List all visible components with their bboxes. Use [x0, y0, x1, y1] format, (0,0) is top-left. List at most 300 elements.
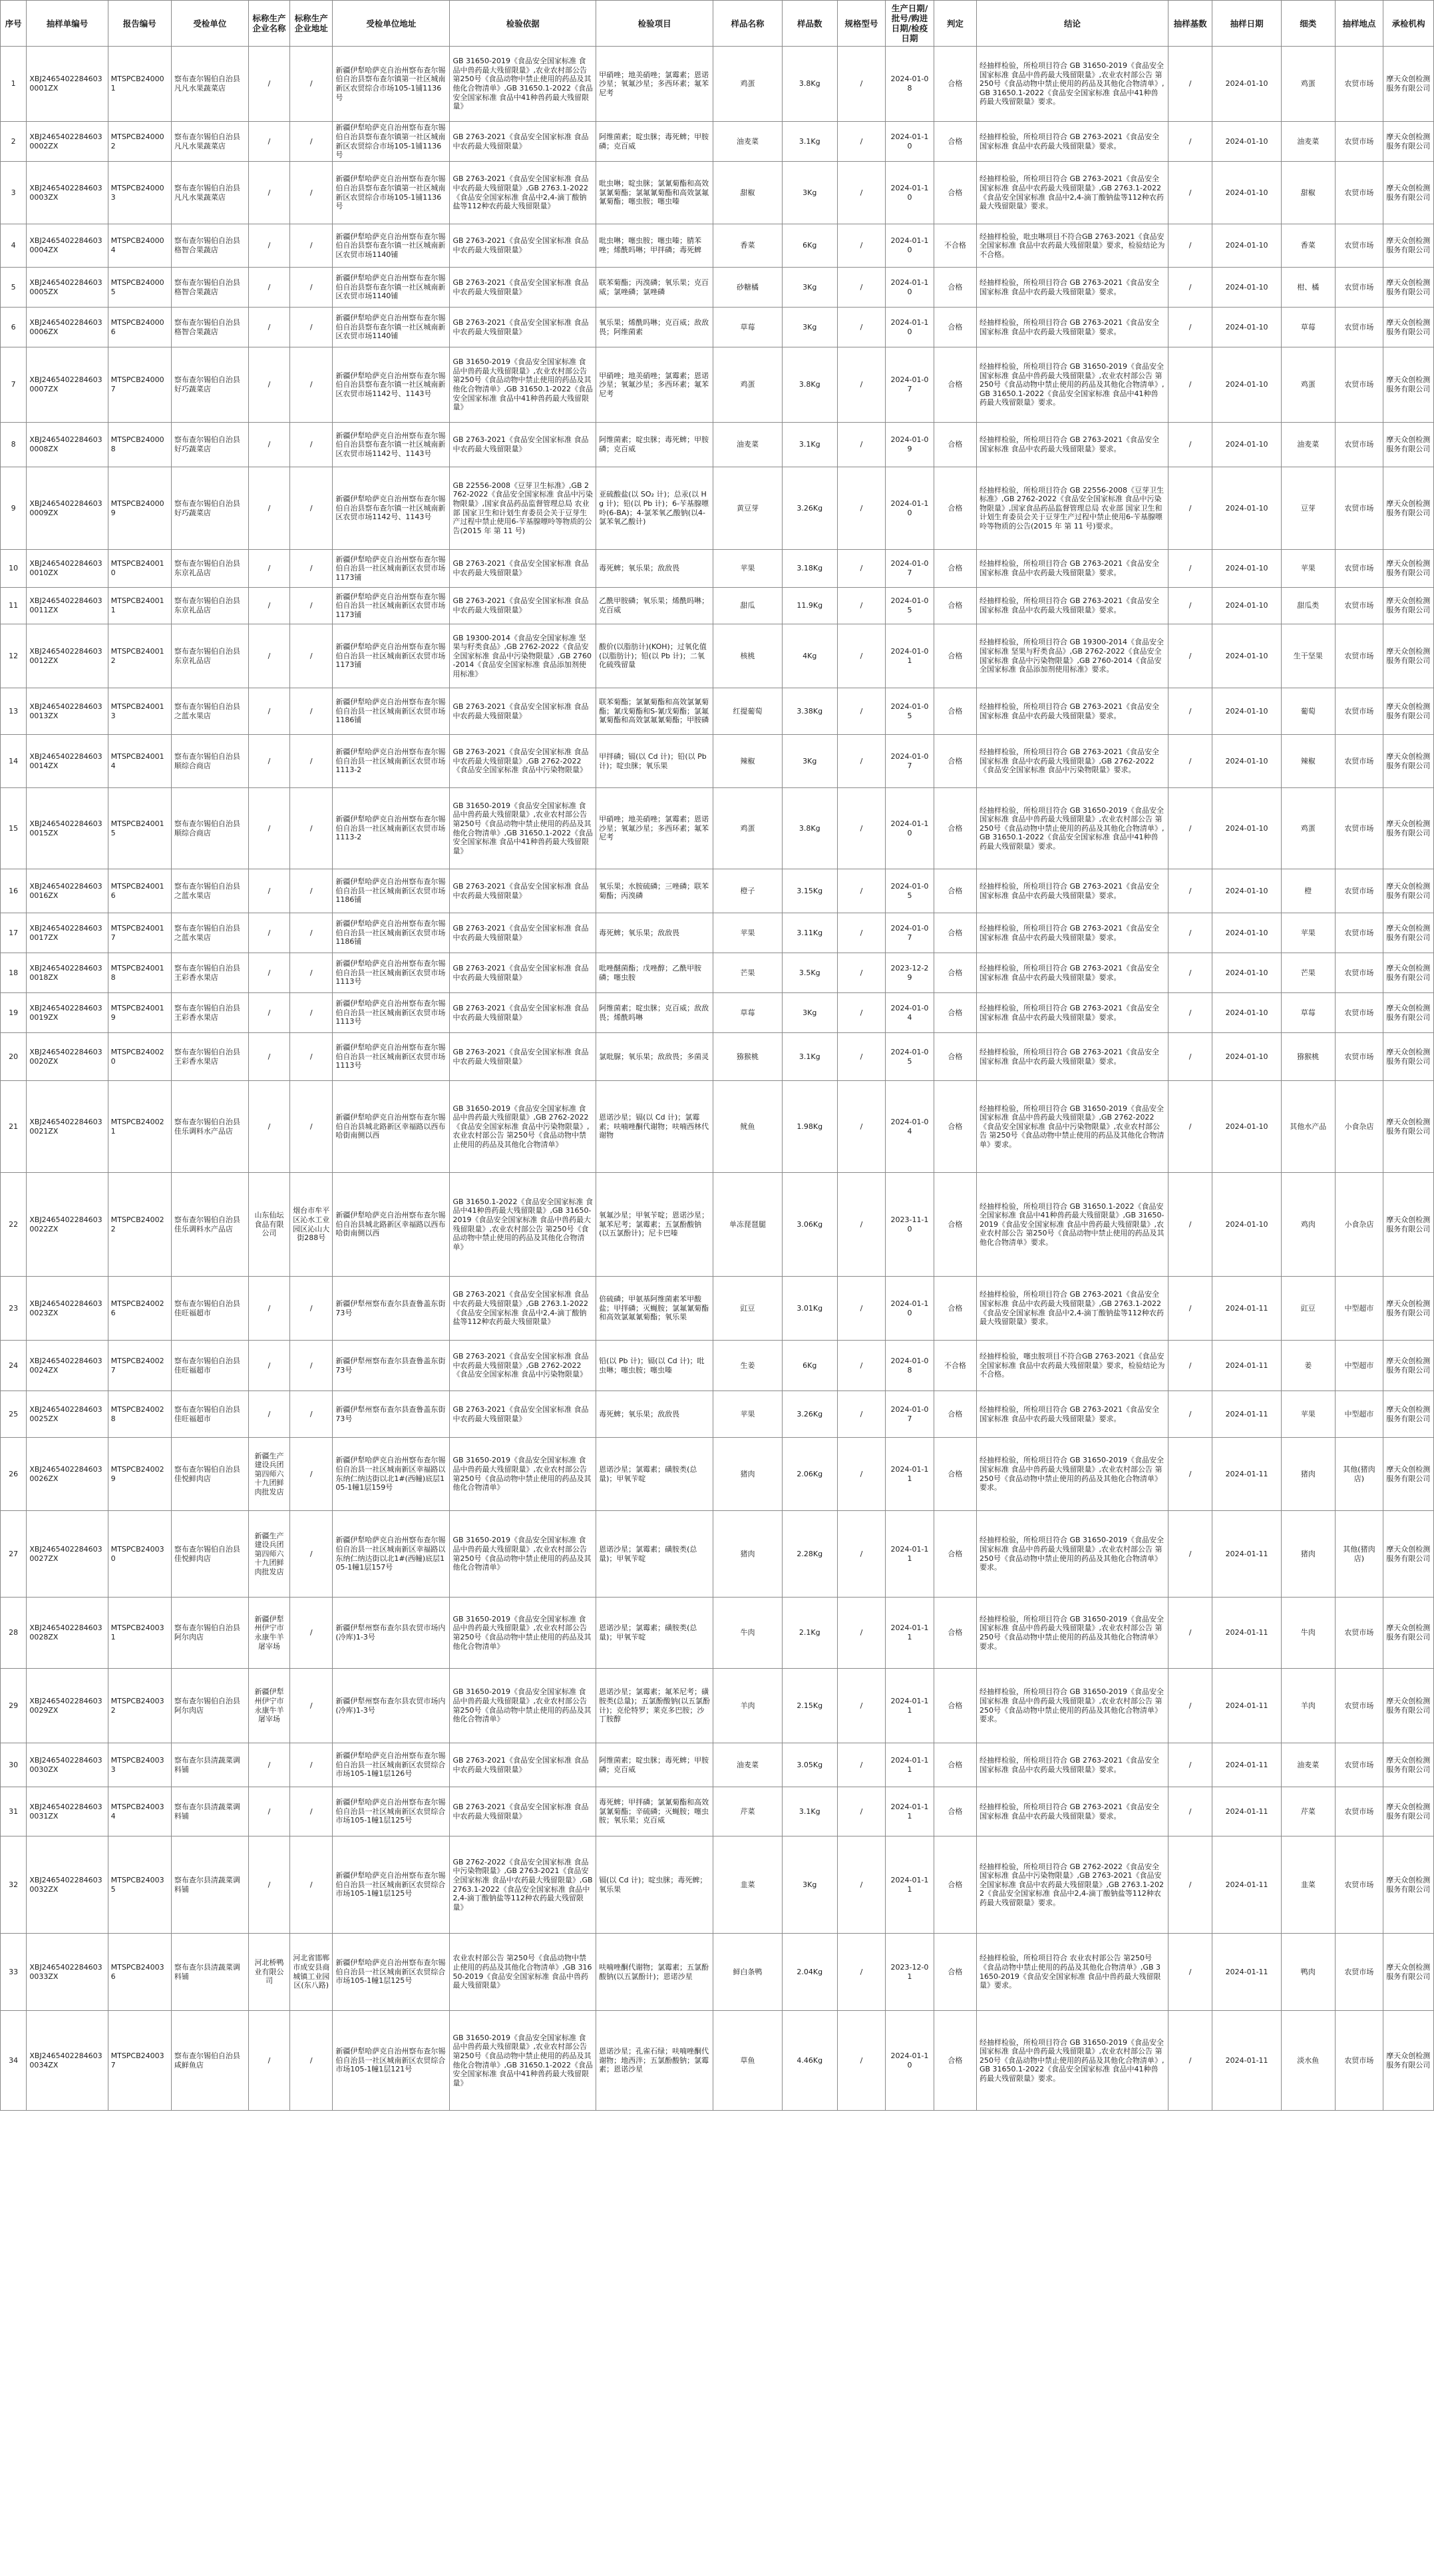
sample-name-cell: 猪肉 [713, 1438, 783, 1511]
verdict-cell: 合格 [934, 1598, 976, 1669]
sample-name-cell: 豇豆 [713, 1277, 783, 1341]
basis-cell: GB 2763-2021《食品安全国家标准 食品中农药最大残留限量》 [450, 268, 596, 308]
sampling-base-cell: / [1168, 1341, 1212, 1391]
table-body [1, 47, 1434, 2111]
sample-name-cell: 砂糖橘 [713, 268, 783, 308]
manufacturer-cell: / [248, 467, 289, 550]
sample-no-cell: XBJ24654022846030034ZX [27, 2011, 108, 2111]
header-sampling-date: 抽样日期 [1212, 1, 1282, 47]
sampling-date-cell: 2024-01-10 [1212, 788, 1282, 869]
spec-cell: / [837, 624, 886, 688]
report-no-cell: MTSPCB240012 [108, 624, 171, 688]
sampling-base-cell: / [1168, 1391, 1212, 1438]
manufacturer-cell: / [248, 953, 289, 993]
report-no-cell: MTSPCB240007 [108, 347, 171, 423]
sample-qty-cell: 3.26Kg [782, 1391, 837, 1438]
table-row [1, 347, 1434, 423]
table-row [1, 1787, 1434, 1836]
sample-qty-cell: 3.8Kg [782, 788, 837, 869]
header-manufacturer-address: 标称生产企业地址 [290, 1, 333, 47]
table-row [1, 1391, 1434, 1438]
verdict-cell: 合格 [934, 162, 976, 224]
test-items-cell: 氧氟沙星；甲氧苄啶；恩诺沙星；氟苯尼考；氯霉素；五氯酚酸钠(以五氯酚计)；尼卡巴嗪 [596, 1173, 713, 1277]
sample-qty-cell: 2.06Kg [782, 1438, 837, 1511]
testing-lab-cell: 摩天众创检测服务有限公司 [1383, 347, 1434, 423]
manufacturer-cell: / [248, 1081, 289, 1173]
sample-qty-cell: 11.9Kg [782, 588, 837, 624]
manufacturer-cell: / [248, 1341, 289, 1391]
basis-cell: GB 31650-2019《食品安全国家标准 食品中兽药最大残留限量》,农业农村部公告 第250号《食品动物中禁止使用的药品及其他化合物清单》 [450, 1511, 596, 1598]
sampling-base-cell: / [1168, 268, 1212, 308]
inspected-unit-cell: 察布查尔锡伯自治县顺综合商店 [171, 788, 248, 869]
basis-cell: GB 2763-2021《食品安全国家标准 食品中农药最大残留限量》,GB 2763.1-2022《食品安全国家标准 食品中2,4-滴丁酸钠盐等112种农药最大残留限量》 [450, 162, 596, 224]
sampling-place-cell: 农贸市场 [1335, 588, 1383, 624]
sample-qty-cell: 3Kg [782, 162, 837, 224]
production-date-cell: 2024-01-10 [886, 308, 934, 347]
sampling-date-cell: 2024-01-11 [1212, 1598, 1282, 1669]
inspected-unit-cell: 察布查尔锡伯自治县顺综合商店 [171, 735, 248, 788]
inspected-unit-cell: 察布查尔锡伯自治县凡凡水果蔬菜店 [171, 162, 248, 224]
conclusion-cell: 经抽样检验，所检项目符合 GB 2763-2021《食品安全国家标准 食品中农药最大残留限量》要求。 [976, 1743, 1168, 1787]
subcategory-cell: 猪肉 [1281, 1438, 1335, 1511]
sampling-place-cell: 农贸市场 [1335, 423, 1383, 467]
row-seq: 15 [1, 788, 27, 869]
sample-qty-cell: 3Kg [782, 268, 837, 308]
sample-name-cell: 橙子 [713, 869, 783, 913]
sampling-base-cell: / [1168, 953, 1212, 993]
test-items-cell: 酸价(以脂肪计)(KOH)；过氧化值(以脂肪计)；铅(以 Pb 计)；二氧化硫残留量 [596, 624, 713, 688]
sample-name-cell: 猪肉 [713, 1511, 783, 1598]
header-subcategory: 细类 [1281, 1, 1335, 47]
verdict-cell: 合格 [934, 550, 976, 588]
unit-address-cell: 新疆伊犁哈萨克自治州察布查尔锡伯自治县一社区城南新区农贸市场1173铺 [333, 588, 450, 624]
sampling-base-cell: / [1168, 624, 1212, 688]
report-no-cell: MTSPCB240019 [108, 993, 171, 1033]
sampling-place-cell: 农贸市场 [1335, 1836, 1383, 1934]
spec-cell: / [837, 347, 886, 423]
subcategory-cell: 辣椒 [1281, 735, 1335, 788]
testing-lab-cell: 摩天众创检测服务有限公司 [1383, 1669, 1434, 1743]
subcategory-cell: 豇豆 [1281, 1277, 1335, 1341]
conclusion-cell: 经抽样检验，所检项目符合 GB 2763-2021《食品安全国家标准 食品中农药最大残留限量》要求。 [976, 588, 1168, 624]
spec-cell: / [837, 550, 886, 588]
conclusion-cell: 经抽样检验，所检项目符合 GB 31650.1-2022《食品安全国家标准 食品中41种兽药最大残留限量》,GB 31650-2019《食品安全国家标准 食品中兽药最大残留限量》,农业农村部公告 第250号《食品动物中禁止使用的药品及其他化合物清单》要求。 [976, 1173, 1168, 1277]
conclusion-cell: 经抽样检验，所检项目符合 GB 2763-2021《食品安全国家标准 食品中农药最大残留限量》要求。 [976, 1033, 1168, 1081]
production-date-cell: 2024-01-07 [886, 913, 934, 953]
sample-qty-cell: 2.1Kg [782, 1598, 837, 1669]
conclusion-cell: 经抽样检验，所检项目符合 GB 2763-2021《食品安全国家标准 食品中农药最大残留限量》要求。 [976, 423, 1168, 467]
unit-address-cell: 新疆伊犁哈萨克自治州察布查尔锡伯自治县察布查尔镇第一社区城南新区农贸综合市场105-1铺1136号 [333, 122, 450, 162]
report-no-cell: MTSPCB240029 [108, 1438, 171, 1511]
test-items-cell: 恩诺沙星；氯霉素；磺胺类(总量)；甲氧苄啶 [596, 1511, 713, 1598]
report-no-cell: MTSPCB240033 [108, 1743, 171, 1787]
report-no-cell: MTSPCB240035 [108, 1836, 171, 1934]
sampling-place-cell: 农贸市场 [1335, 869, 1383, 913]
sample-qty-cell: 4.46Kg [782, 2011, 837, 2111]
report-no-cell: MTSPCB240032 [108, 1669, 171, 1743]
inspected-unit-cell: 察布查尔锡伯自治县佳乐调料水产品店 [171, 1173, 248, 1277]
conclusion-cell: 经抽样检验，所检项目符合 GB 22556-2008《豆芽卫生标准》,GB 2762-2022《食品安全国家标准 食品中污染物限量》,国家食品药品监督管理总局 农业部 国家卫生和计划生育委员会关于豆芽生产过程中禁止使用6-苄基腺嘌呤等物质的公告(2015 年 第 11 号)要求。 [976, 467, 1168, 550]
header-production-date: 生产日期/批号/购进日期/检疫日期 [886, 1, 934, 47]
header-conclusion: 结论 [976, 1, 1168, 47]
unit-address-cell: 新疆伊犁哈萨克自治州察布查尔锡伯自治县察布查尔镇一社区城南新区农贸市场1140铺 [333, 308, 450, 347]
conclusion-cell: 经抽样检验，所检项目符合 GB 2763-2021《食品安全国家标准 食品中农药最大残留限量》要求。 [976, 913, 1168, 953]
verdict-cell: 合格 [934, 1438, 976, 1511]
header-basis: 检验依据 [450, 1, 596, 47]
sampling-base-cell: / [1168, 1836, 1212, 1934]
sampling-place-cell: 小食杂店 [1335, 1173, 1383, 1277]
conclusion-cell: 经抽样检验，所检项目符合 GB 31650-2019《食品安全国家标准 食品中兽药最大残留限量》,农业农村部公告 第250号《食品动物中禁止使用的药品及其他化合物清单》要求。 [976, 1511, 1168, 1598]
row-seq: 25 [1, 1391, 27, 1438]
sampling-date-cell: 2024-01-10 [1212, 588, 1282, 624]
conclusion-cell: 经抽样检验，所检项目符合 农业农村部公告 第250号《食品动物中禁止使用的药品及其他化合物清单》,GB 31650-2019《食品安全国家标准 食品中兽药最大残留限量》要求。 [976, 1934, 1168, 2011]
sampling-place-cell: 中型超市 [1335, 1341, 1383, 1391]
testing-lab-cell: 摩天众创检测服务有限公司 [1383, 224, 1434, 268]
test-items-cell: 氧乐果；烯酰吗啉；克百威；敌敌畏；阿维菌素 [596, 308, 713, 347]
inspected-unit-cell: 察布查尔锡伯自治县东京礼品店 [171, 588, 248, 624]
basis-cell: GB 31650-2019《食品安全国家标准 食品中兽药最大残留限量》,农业农村部公告 第250号《食品动物中禁止使用的药品及其他化合物清单》,GB 31650.1-2022《食品安全国家标准 食品中41种兽药最大残留限量》 [450, 347, 596, 423]
sampling-base-cell: / [1168, 467, 1212, 550]
inspected-unit-cell: 察布查尔锡伯自治县之蓝水果店 [171, 688, 248, 735]
basis-cell: GB 2763-2021《食品安全国家标准 食品中农药最大残留限量》 [450, 308, 596, 347]
unit-address-cell: 新疆伊犁哈萨克自治州察布查尔锡伯自治县一社区城南新区农贸市场1186铺 [333, 688, 450, 735]
testing-lab-cell: 摩天众创检测服务有限公司 [1383, 993, 1434, 1033]
inspected-unit-cell: 察布查尔县清蔬菜调料铺 [171, 1787, 248, 1836]
row-seq: 11 [1, 588, 27, 624]
test-items-cell: 亚硫酸盐(以 SO₂ 计)；总汞(以 Hg 计)；铅(以 Pb 计)；6-苄基腺嘌呤(6-BA)；4-氯苯氧乙酸钠(以4-氯苯氧乙酸计) [596, 467, 713, 550]
table-row [1, 308, 1434, 347]
unit-address-cell: 新疆伊犁哈萨克自治州察布查尔锡伯自治县一社区城南新区农贸综合市场105-1幢1层126号 [333, 1743, 450, 1787]
sampling-date-cell: 2024-01-11 [1212, 1743, 1282, 1787]
row-seq: 5 [1, 268, 27, 308]
subcategory-cell: 草莓 [1281, 308, 1335, 347]
sampling-place-cell: 农贸市场 [1335, 467, 1383, 550]
conclusion-cell: 经抽样检验，所检项目符合 GB 2763-2021《食品安全国家标准 食品中农药最大残留限量》要求。 [976, 953, 1168, 993]
testing-lab-cell: 摩天众创检测服务有限公司 [1383, 308, 1434, 347]
sample-name-cell: 羊肉 [713, 1669, 783, 1743]
sampling-base-cell: / [1168, 122, 1212, 162]
manufacturer-address-cell: / [290, 1598, 333, 1669]
basis-cell: GB 22556-2008《豆芽卫生标准》,GB 2762-2022《食品安全国家标准 食品中污染物限量》,国家食品药品监督管理总局 农业部 国家卫生和计划生育委员会关于豆芽生产过程中禁止使用6-苄基腺嘌呤等物质的公告(2015 年 第 11 号) [450, 467, 596, 550]
sampling-base-cell: / [1168, 588, 1212, 624]
manufacturer-address-cell: / [290, 308, 333, 347]
basis-cell: GB 2763-2021《食品安全国家标准 食品中农药最大残留限量》 [450, 1391, 596, 1438]
unit-address-cell: 新疆伊犁哈萨克自治州察布查尔锡伯自治县察布查尔镇一社区城南新区农贸市场1142号、1143号 [333, 347, 450, 423]
report-no-cell: MTSPCB240005 [108, 268, 171, 308]
spec-cell: / [837, 1391, 886, 1438]
test-items-cell: 毒死蜱；氧乐果；敌敌畏 [596, 913, 713, 953]
inspected-unit-cell: 察布查尔锡伯自治县好巧蔬菜店 [171, 467, 248, 550]
testing-lab-cell: 摩天众创检测服务有限公司 [1383, 550, 1434, 588]
subcategory-cell: 草莓 [1281, 993, 1335, 1033]
production-date-cell: 2024-01-10 [886, 268, 934, 308]
unit-address-cell: 新疆伊犁哈萨克自治州察布查尔锡伯自治县城北路新区幸福路以西布哈街南侧以西 [333, 1081, 450, 1173]
verdict-cell: 合格 [934, 268, 976, 308]
subcategory-cell: 淡水鱼 [1281, 2011, 1335, 2111]
sampling-base-cell: / [1168, 1173, 1212, 1277]
basis-cell: GB 2763-2021《食品安全国家标准 食品中农药最大残留限量》 [450, 688, 596, 735]
row-seq: 8 [1, 423, 27, 467]
sample-no-cell: XBJ24654022846030008ZX [27, 423, 108, 467]
spec-cell: / [837, 953, 886, 993]
production-date-cell: 2024-01-04 [886, 1081, 934, 1173]
row-seq: 23 [1, 1277, 27, 1341]
manufacturer-address-cell: / [290, 423, 333, 467]
testing-lab-cell: 摩天众创检测服务有限公司 [1383, 1391, 1434, 1438]
testing-lab-cell: 摩天众创检测服务有限公司 [1383, 1033, 1434, 1081]
sample-no-cell: XBJ24654022846030015ZX [27, 788, 108, 869]
verdict-cell: 合格 [934, 1173, 976, 1277]
report-no-cell: MTSPCB240003 [108, 162, 171, 224]
report-no-cell: MTSPCB240006 [108, 308, 171, 347]
sampling-place-cell: 农贸市场 [1335, 162, 1383, 224]
production-date-cell: 2024-01-07 [886, 735, 934, 788]
manufacturer-address-cell: / [290, 2011, 333, 2111]
unit-address-cell: 新疆伊犁哈萨克自治州察布查尔锡伯自治县察布查尔镇一社区城南新区农贸市场1140铺 [333, 268, 450, 308]
report-no-cell: MTSPCB240021 [108, 1081, 171, 1173]
spec-cell: / [837, 467, 886, 550]
manufacturer-address-cell: / [290, 467, 333, 550]
manufacturer-cell: / [248, 1391, 289, 1438]
spec-cell: / [837, 1743, 886, 1787]
table-row [1, 735, 1434, 788]
sampling-date-cell: 2024-01-10 [1212, 1081, 1282, 1173]
row-seq: 14 [1, 735, 27, 788]
verdict-cell: 合格 [934, 1934, 976, 2011]
inspected-unit-cell: 察布查尔锡伯自治县佳悦鲜肉店 [171, 1511, 248, 1598]
test-items-cell: 氧乐果；水胺硫磷；三唑磷；联苯菊酯；丙溴磷 [596, 869, 713, 913]
unit-address-cell: 新疆伊犁哈萨克自治州察布查尔锡伯自治县一社区城南新区农贸市场1113号 [333, 1033, 450, 1081]
conclusion-cell: 经抽样检验，所检项目符合 GB 2763-2021《食品安全国家标准 食品中农药最大残留限量》要求。 [976, 869, 1168, 913]
test-items-cell: 恩诺沙星；氯霉素；磺胺类(总量)；甲氧苄啶 [596, 1438, 713, 1511]
sample-name-cell: 鸡蛋 [713, 47, 783, 122]
testing-lab-cell: 摩天众创检测服务有限公司 [1383, 588, 1434, 624]
sample-name-cell: 红提葡萄 [713, 688, 783, 735]
report-no-cell: MTSPCB240031 [108, 1598, 171, 1669]
sampling-date-cell: 2024-01-10 [1212, 224, 1282, 268]
header-testing-lab: 承检机构 [1383, 1, 1434, 47]
sample-no-cell: XBJ24654022846030021ZX [27, 1081, 108, 1173]
sampling-date-cell: 2024-01-10 [1212, 913, 1282, 953]
sampling-base-cell: / [1168, 1277, 1212, 1341]
sampling-base-cell: / [1168, 688, 1212, 735]
basis-cell: GB 2763-2021《食品安全国家标准 食品中农药最大残留限量》 [450, 588, 596, 624]
production-date-cell: 2024-01-07 [886, 347, 934, 423]
manufacturer-address-cell: / [290, 1341, 333, 1391]
test-items-cell: 氯吡脲；氧乐果；敌敌畏；多菌灵 [596, 1033, 713, 1081]
spec-cell: / [837, 1438, 886, 1511]
subcategory-cell: 鸭肉 [1281, 1934, 1335, 2011]
sample-name-cell: 苹果 [713, 550, 783, 588]
manufacturer-address-cell: / [290, 1391, 333, 1438]
manufacturer-address-cell: / [290, 1511, 333, 1598]
manufacturer-cell: 新疆伊犁州伊宁市永康牛羊屠宰场 [248, 1669, 289, 1743]
sampling-date-cell: 2024-01-10 [1212, 1033, 1282, 1081]
basis-cell: GB 2762-2022《食品安全国家标准 食品中污染物限量》,GB 2763-2021《食品安全国家标准 食品中农药最大残留限量》,GB 2763.1-2022《食品安全国家标准 食品中2,4-滴丁酸钠盐等112种农药最大残留限量》 [450, 1836, 596, 1934]
manufacturer-address-cell: / [290, 47, 333, 122]
sample-no-cell: XBJ24654022846030005ZX [27, 268, 108, 308]
test-items-cell: 阿维菌素；啶虫脒；毒死蜱；甲胺磷；克百威 [596, 122, 713, 162]
report-no-cell: MTSPCB240016 [108, 869, 171, 913]
report-no-cell: MTSPCB240004 [108, 224, 171, 268]
header-sampling-base: 抽样基数 [1168, 1, 1212, 47]
manufacturer-cell: 河北桥鸭业有限公司 [248, 1934, 289, 2011]
sampling-date-cell: 2024-01-10 [1212, 869, 1282, 913]
sampling-date-cell: 2024-01-10 [1212, 735, 1282, 788]
table-row [1, 47, 1434, 122]
sample-name-cell: 草鱼 [713, 2011, 783, 2111]
production-date-cell: 2024-01-05 [886, 588, 934, 624]
basis-cell: GB 2763-2021《食品安全国家标准 食品中农药最大残留限量》 [450, 913, 596, 953]
sampling-date-cell: 2024-01-11 [1212, 1836, 1282, 1934]
manufacturer-cell: / [248, 913, 289, 953]
table-row [1, 550, 1434, 588]
sampling-base-cell: / [1168, 869, 1212, 913]
production-date-cell: 2024-01-09 [886, 423, 934, 467]
sample-qty-cell: 6Kg [782, 1341, 837, 1391]
manufacturer-cell: / [248, 1787, 289, 1836]
testing-lab-cell: 摩天众创检测服务有限公司 [1383, 624, 1434, 688]
inspected-unit-cell: 察布查尔县清蔬菜调料铺 [171, 1836, 248, 1934]
test-items-cell: 联苯菊酯；氯氰菊酯和高效氯氰菊酯；氰戊菊酯和S-氰戊菊酯；氯氟氰菊酯和高效氯氟氰菊酯；甲胺磷 [596, 688, 713, 735]
unit-address-cell: 新疆伊犁哈萨克自治州察布查尔锡伯自治县察布查尔镇第一社区城南新区农贸综合市场105-1铺1136号 [333, 47, 450, 122]
testing-lab-cell: 摩天众创检测服务有限公司 [1383, 1598, 1434, 1669]
production-date-cell: 2024-01-05 [886, 869, 934, 913]
conclusion-cell: 经抽样检验，所检项目符合 GB 31650-2019《食品安全国家标准 食品中兽药最大残留限量》,农业农村部公告 第250号《食品动物中禁止使用的药品及其他化合物清单》,GB 31650.1-2022《食品安全国家标准 食品中41种兽药最大残留限量》要求。 [976, 788, 1168, 869]
inspected-unit-cell: 察布查尔锡伯自治县佳旺福超市 [171, 1277, 248, 1341]
subcategory-cell: 葡萄 [1281, 688, 1335, 735]
sample-name-cell: 苹果 [713, 913, 783, 953]
production-date-cell: 2024-01-11 [886, 1669, 934, 1743]
unit-address-cell: 新疆伊犁哈萨克自治州察布查尔锡伯自治县一社区城南新区农贸市场1186铺 [333, 913, 450, 953]
sampling-place-cell: 中型超市 [1335, 1391, 1383, 1438]
sampling-date-cell: 2024-01-11 [1212, 1391, 1282, 1438]
sample-name-cell: 鸡蛋 [713, 347, 783, 423]
row-seq: 16 [1, 869, 27, 913]
test-items-cell: 恩诺沙星；镉(以 Cd 计)；氯霉素；呋喃唑酮代谢物；呋喃西林代谢物 [596, 1081, 713, 1173]
spec-cell: / [837, 735, 886, 788]
production-date-cell: 2023-12-01 [886, 1934, 934, 2011]
subcategory-cell: 猕猴桃 [1281, 1033, 1335, 1081]
verdict-cell: 合格 [934, 688, 976, 735]
sampling-place-cell: 农贸市场 [1335, 224, 1383, 268]
testing-lab-cell: 摩天众创检测服务有限公司 [1383, 1743, 1434, 1787]
manufacturer-cell: / [248, 993, 289, 1033]
verdict-cell: 合格 [934, 624, 976, 688]
sampling-base-cell: / [1168, 1743, 1212, 1787]
sampling-place-cell: 农贸市场 [1335, 953, 1383, 993]
sampling-base-cell: / [1168, 1438, 1212, 1511]
sampling-date-cell: 2024-01-11 [1212, 1438, 1282, 1511]
manufacturer-address-cell: / [290, 913, 333, 953]
verdict-cell: 不合格 [934, 1341, 976, 1391]
verdict-cell: 合格 [934, 1033, 976, 1081]
sample-no-cell: XBJ24654022846030017ZX [27, 913, 108, 953]
testing-lab-cell: 摩天众创检测服务有限公司 [1383, 788, 1434, 869]
sample-qty-cell: 1.98Kg [782, 1081, 837, 1173]
sampling-base-cell: / [1168, 1033, 1212, 1081]
manufacturer-cell: / [248, 347, 289, 423]
subcategory-cell: 芹菜 [1281, 1787, 1335, 1836]
sample-qty-cell: 2.04Kg [782, 1934, 837, 2011]
manufacturer-cell: 新疆生产建设兵团第四师六十九团鲜肉批发店 [248, 1438, 289, 1511]
testing-lab-cell: 摩天众创检测服务有限公司 [1383, 688, 1434, 735]
sampling-place-cell: 农贸市场 [1335, 47, 1383, 122]
test-items-cell: 甲硝唑；地美硝唑；氯霉素；恩诺沙星；氧氟沙星；多西环素；氟苯尼考 [596, 347, 713, 423]
test-items-cell: 阿维菌素；啶虫脒；毒死蜱；甲胺磷；克百威 [596, 1743, 713, 1787]
table-row [1, 1669, 1434, 1743]
table-row [1, 788, 1434, 869]
manufacturer-cell: / [248, 2011, 289, 2111]
subcategory-cell: 芒果 [1281, 953, 1335, 993]
spec-cell: / [837, 162, 886, 224]
basis-cell: GB 2763-2021《食品安全国家标准 食品中农药最大残留限量》,GB 2762-2022《食品安全国家标准 食品中污染物限量》 [450, 1341, 596, 1391]
unit-address-cell: 新疆伊犁哈萨克自治州察布查尔锡伯自治县一社区城南新区幸福路以东纳仁纳达街以北1#(西幢)底层105-1幢1层159号 [333, 1438, 450, 1511]
sample-no-cell: XBJ24654022846030012ZX [27, 624, 108, 688]
sampling-place-cell: 农贸市场 [1335, 122, 1383, 162]
sampling-date-cell: 2024-01-10 [1212, 162, 1282, 224]
sample-no-cell: XBJ24654022846030025ZX [27, 1391, 108, 1438]
conclusion-cell: 经抽样检验，所检项目符合 GB 2763-2021《食品安全国家标准 食品中农药最大残留限量》要求。 [976, 268, 1168, 308]
table-row [1, 162, 1434, 224]
row-seq: 22 [1, 1173, 27, 1277]
sampling-place-cell: 农贸市场 [1335, 550, 1383, 588]
inspected-unit-cell: 察布查尔锡伯自治县好巧蔬菜店 [171, 347, 248, 423]
row-seq: 3 [1, 162, 27, 224]
production-date-cell: 2024-01-10 [886, 788, 934, 869]
subcategory-cell: 苹果 [1281, 550, 1335, 588]
sample-qty-cell: 3.1Kg [782, 122, 837, 162]
production-date-cell: 2024-01-08 [886, 1341, 934, 1391]
conclusion-cell: 经抽样检验，所检项目符合 GB 2763-2021《食品安全国家标准 食品中农药最大残留限量》要求。 [976, 308, 1168, 347]
sampling-date-cell: 2024-01-11 [1212, 1787, 1282, 1836]
unit-address-cell: 新疆伊犁哈萨克自治州察布查尔锡伯自治县一社区城南新区幸福路以东纳仁纳达街以北1#(西幢)底层105-1幢1层157号 [333, 1511, 450, 1598]
sampling-place-cell: 农贸市场 [1335, 993, 1383, 1033]
manufacturer-address-cell: / [290, 268, 333, 308]
testing-lab-cell: 摩天众创检测服务有限公司 [1383, 1081, 1434, 1173]
spec-cell: / [837, 1341, 886, 1391]
report-no-cell: MTSPCB240002 [108, 122, 171, 162]
conclusion-cell: 经抽样检验，所检项目符合 GB 31650-2019《食品安全国家标准 食品中兽药最大残留限量》,农业农村部公告 第250号《食品动物中禁止使用的药品及其他化合物清单》要求。 [976, 1669, 1168, 1743]
test-items-cell: 毒死蜱；氧乐果；敌敌畏 [596, 1391, 713, 1438]
spec-cell: / [837, 688, 886, 735]
verdict-cell: 合格 [934, 1081, 976, 1173]
sample-name-cell: 鲜白条鸭 [713, 1934, 783, 2011]
inspected-unit-cell: 察布查尔锡伯自治县佳旺福超市 [171, 1391, 248, 1438]
spec-cell: / [837, 308, 886, 347]
table-row [1, 224, 1434, 268]
sampling-place-cell: 农贸市场 [1335, 347, 1383, 423]
subcategory-cell: 橙 [1281, 869, 1335, 913]
unit-address-cell: 新疆伊犁哈萨克自治州察布查尔锡伯自治县察布查尔镇一社区城南新区农贸市场1140铺 [333, 224, 450, 268]
inspected-unit-cell: 察布查尔锡伯自治县阿尔肉店 [171, 1669, 248, 1743]
spec-cell: / [837, 1173, 886, 1277]
row-seq: 21 [1, 1081, 27, 1173]
inspected-unit-cell: 察布查尔锡伯自治县王彩香水果店 [171, 953, 248, 993]
unit-address-cell: 新疆伊犁哈萨克自治州察布查尔锡伯自治县一社区城南新区农贸市场1173铺 [333, 624, 450, 688]
sampling-date-cell: 2024-01-10 [1212, 624, 1282, 688]
sampling-base-cell: / [1168, 1669, 1212, 1743]
row-seq: 1 [1, 47, 27, 122]
sampling-place-cell: 农贸市场 [1335, 624, 1383, 688]
sample-no-cell: XBJ24654022846030010ZX [27, 550, 108, 588]
spec-cell: / [837, 2011, 886, 2111]
manufacturer-cell: / [248, 735, 289, 788]
sampling-base-cell: / [1168, 1081, 1212, 1173]
sample-no-cell: XBJ24654022846030020ZX [27, 1033, 108, 1081]
basis-cell: GB 19300-2014《食品安全国家标准 坚果与籽类食品》,GB 2762-2022《食品安全国家标准 食品中污染物限量》,GB 2760-2014《食品安全国家标准 食品添加剂使用标准》 [450, 624, 596, 688]
sample-no-cell: XBJ24654022846030007ZX [27, 347, 108, 423]
